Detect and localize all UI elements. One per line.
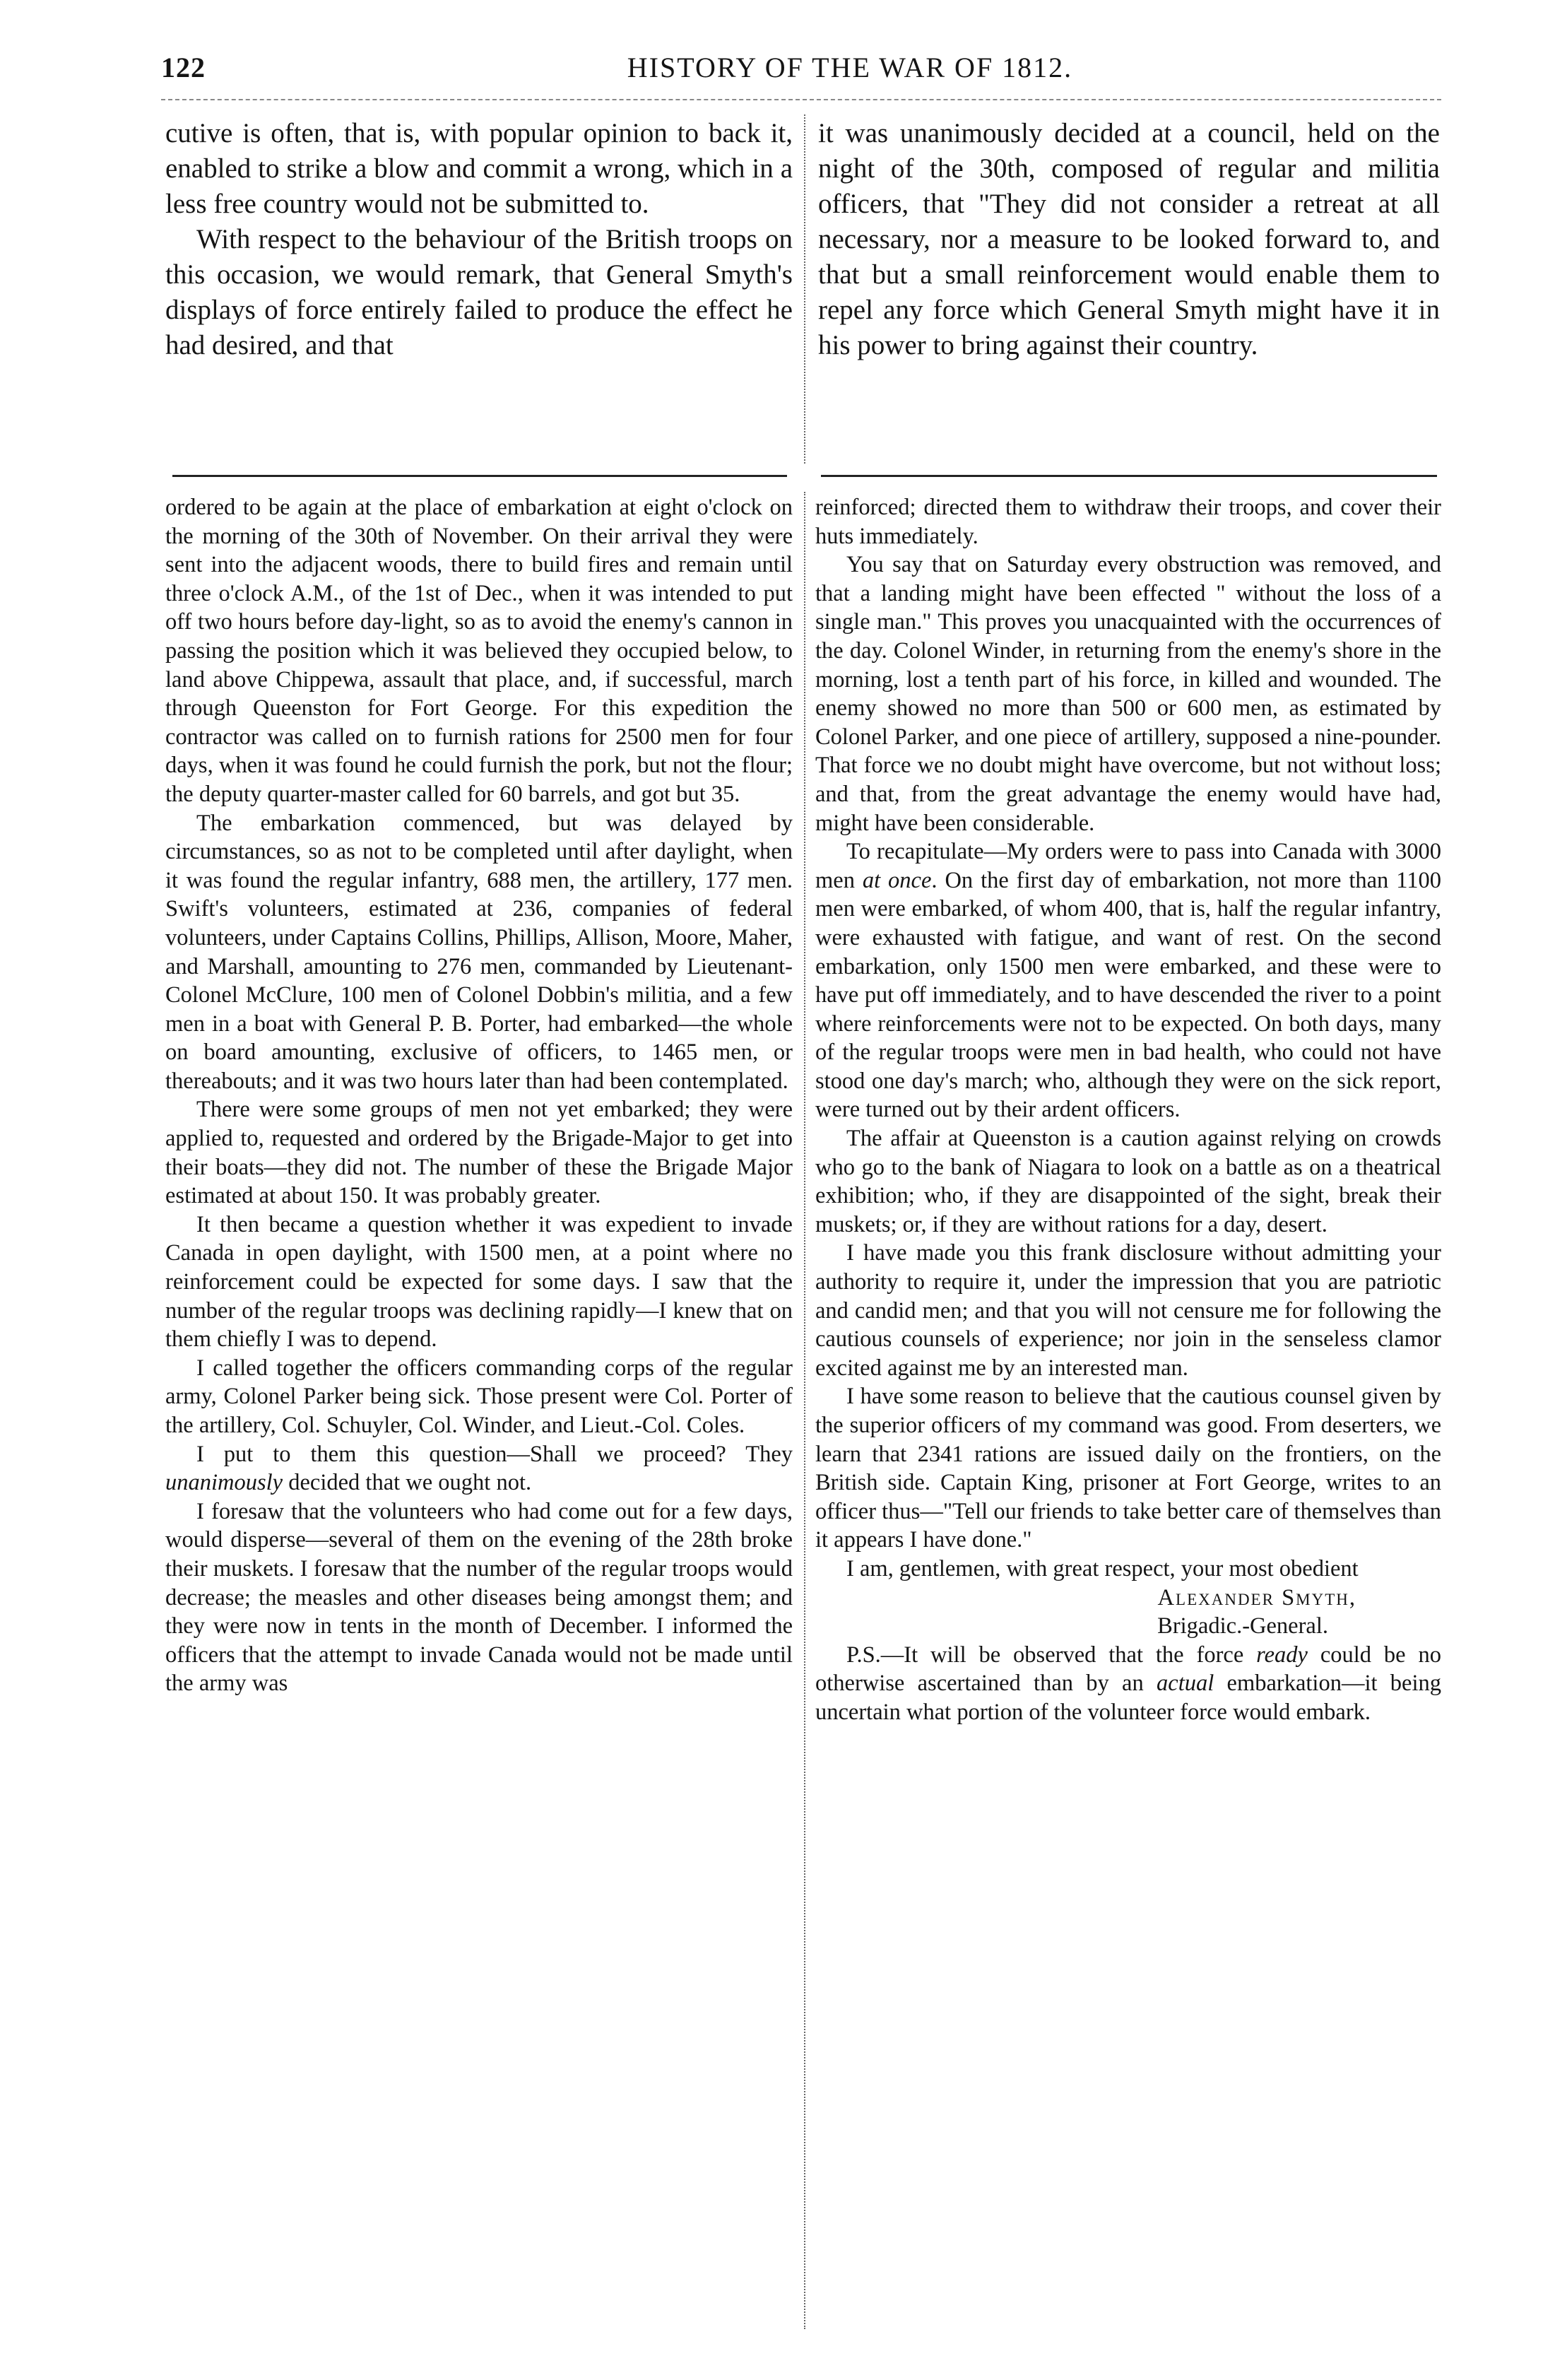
lower-left-column (165, 493, 793, 1698)
paragraph: it was unanimously decided at a council, held on the night of the 30th, composed of regular and militia officers, that "They did not consider a retreat at all necessary, nor a measure to be looked forward to, and that but a small reinforcement would enable them to repel any force which General Smyth might have it in his power to bring against their country. (818, 118, 1440, 360)
signature-title: Brigadic.-General. (1157, 1613, 1328, 1639)
paragraph: There were some groups of men not yet embarked; they were applied to, requested and ordered by the Brigade-Major to get into their boats—they did not. The number of these the Brigade Major estimated at about 150. It was probably greater. (165, 1097, 793, 1209)
text-run: I put to them this question—Shall we proceed? They (196, 1441, 793, 1467)
section-rule-left (172, 475, 787, 477)
paragraph: reinforced; directed them to withdraw their troops, and cover their huts immediately. (815, 495, 1441, 549)
paragraph: cutive is often, that is, with popular opinion to back it, enabled to strike a blow and commit a wrong, which in a less free country would not be submitted to. (165, 118, 793, 219)
paragraph (165, 1440, 793, 1497)
text-run: . On the first day of embarkation, not more than 1100 men were embarked, of whom 400, that is, half the regular infantry, were exhausted with fatigue, and want of rest. On the second embarkation, only 1500 men were embarked, and these were to have put off immediately, and to have descended the river to a point where reinforcements were not to be expected. On both days, many of the regular troops were men in bad health, who could not have stood one day's march; who, although they were on the sick report, were turned out by their ardent officers. (815, 867, 1441, 1123)
running-title: HISTORY OF THE WAR OF 1812. (627, 52, 1073, 83)
signature (815, 1584, 1441, 1641)
paragraph (815, 837, 1441, 1124)
signature-name: Alexander Smyth, (1157, 1584, 1356, 1610)
paragraph: With respect to the behaviour of the British troops on this occasion, we would remark, that General Smyth's displays of force entirely failed to produce the effect he had desired, and that (165, 224, 793, 360)
section-rule-right (821, 475, 1437, 477)
paragraph: I foresaw that the volunteers who had come out for a few days, would disperse—several of them on the evening of the 28th broke their muskets. I foresaw that the number of the regular troops would decrease; the measles and other diseases being amongst them; and they were now in tents in the month of December. I informed the officers that the attempt to invade Canada would not be made until the army was (165, 1498, 793, 1697)
text-run: P.S.—It will be observed that the force (846, 1642, 1257, 1668)
paragraph: I have made you this frank disclosure without admitting your authority to require it, under the impression that you are patriotic and candid men; and that you will not censure me for following the cautious counsels of experience; nor join in the senseless clamor excited against me by an interested man. (815, 1240, 1441, 1381)
page-number: 122 (161, 52, 206, 83)
paragraph: It then became a question whether it was expedient to invade Canada in open daylight, with 1500 men, at a point where no reinforcement could be expected for some days. I saw that the number of the regular troops was declining rapidly—I knew that on them chiefly I was to depend. (165, 1211, 793, 1353)
header-rule (161, 99, 1441, 100)
emphasis: unanimously (165, 1470, 283, 1496)
emphasis: ready (1256, 1642, 1308, 1668)
paragraph: You say that on Saturday every obstruction was removed, and that a landing might have been effected " without the loss of a single man." This proves you unacquainted with the occurrences of the day. Colonel Winder, in returning from the enemy's shore in the morning, lost a tenth part of his force, in killed and wounded. The enemy showed no more than 500 or 600 men, as estimated by Colonel Parker, and one piece of artillery, supposed a nine-pounder. That force we no doubt might have overcome, but not without loss; and that, from the great advantage the enemy would have had, might have been considerable. (815, 552, 1441, 836)
text-run: decided that we ought not. (283, 1470, 532, 1496)
upper-left-column (165, 116, 793, 363)
text-run: To recapitulate—My orders were to pass into Canada with 3000 men (815, 839, 1441, 893)
page-header (161, 51, 1440, 100)
lower-right-column (815, 493, 1441, 1727)
paragraph: ordered to be again at the place of embarkation at eight o'clock on the morning of the 30th of November. On their arrival they were sent into the adjacent woods, there to build fires and remain until three o'clock A.M., of the 1st of Dec., when it was intended to put off two hours before day-light, so as to avoid the enemy's cannon in passing the position which it was believed they occupied below, to land above Chippewa, assault that place, and, if successful, march through Queenston for Fort George. For this expedition the contractor was called on to furnish rations for 2500 men for four days, when it was found he could furnish the pork, but not the flour; the deputy quarter-master called for 60 barrels, and got but 35. (165, 495, 793, 807)
postscript (815, 1641, 1441, 1727)
column-divider (804, 114, 805, 464)
upper-right-column (818, 116, 1440, 363)
paragraph: The embarkation commenced, but was delayed by circumstances, so as not to be completed until after daylight, when it was found the regular infantry, 688 men, the artillery, 177 men. Swift's volunteers, estimated at 236, companies of federal volunteers, under Captains Collins, Phillips, Allison, Moore, Maher, and Marshall, amounting to 276 men, commanded by Lieutenant-Colonel McClure, 100 men of Colonel Dobbin's militia, and a few men in a boat with General P. B. Porter, had embarked—the whole on board amounting, exclusive of officers, to 1465 men, or thereabouts; and it was two hours later than had been contemplated. (165, 810, 793, 1094)
text-run: embarkation—it being uncertain what portion of the volunteer force would embark. (815, 1671, 1441, 1725)
column-divider (804, 492, 805, 2329)
emphasis: at once (862, 867, 932, 893)
text-run: could be no otherwise ascertained than by an (815, 1642, 1441, 1697)
paragraph: I have some reason to believe that the cautious counsel given by the superior officers of my command was good. From deserters, we learn that 2341 rations are issued daily on the frontiers, on the British side. Captain King, prisoner at Fort George, writes to an officer thus—"Tell our friends to take better care of themselves than it appears I have done." (815, 1384, 1441, 1553)
paragraph: The affair at Queenston is a caution against relying on crowds who go to the bank of Niagara to look on a battle as on a theatrical exhibition; who, if they are disappointed of the sight, break their muskets; or, if they are without rations for a day, desert. (815, 1126, 1441, 1237)
paragraph: I called together the officers commanding corps of the regular army, Colonel Parker being sick. Those present were Col. Porter of the artillery, Col. Schuyler, Col. Winder, and Lieut.-Col. Coles. (165, 1355, 793, 1438)
paragraph: I am, gentlemen, with great respect, your most obedient (846, 1555, 1359, 1581)
emphasis: actual (1157, 1671, 1214, 1697)
